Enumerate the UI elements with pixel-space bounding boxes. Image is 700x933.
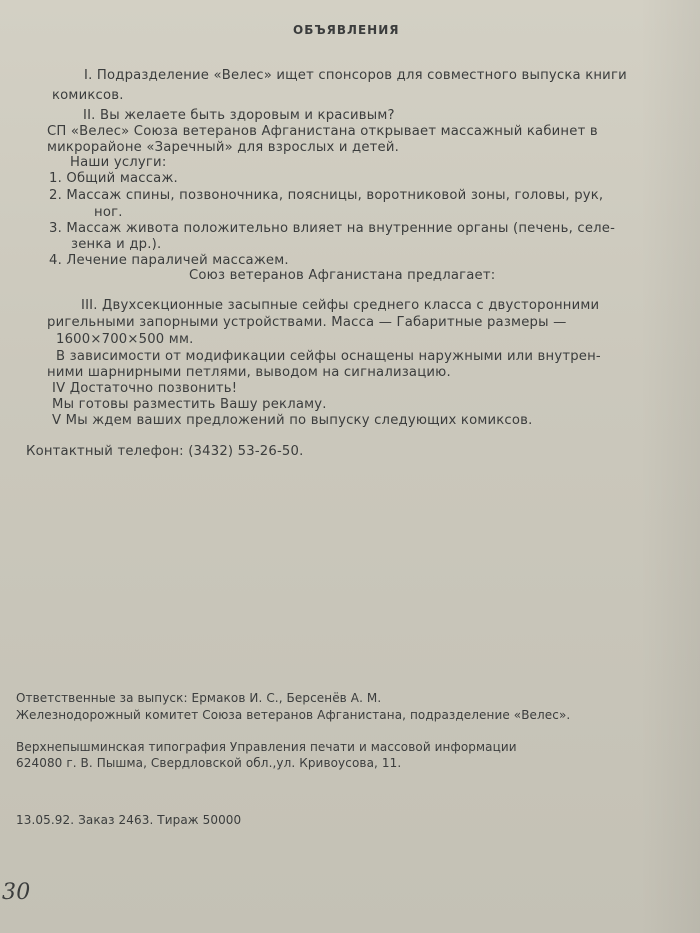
service-item-3-cont: зенка и др.). bbox=[71, 237, 162, 252]
paragraph-3-line-5: ними шарнирными петлями, выводом на сигнализацию. bbox=[47, 365, 451, 380]
page-shadow bbox=[640, 0, 700, 933]
paragraph-4-line-2: Мы готовы разместить Вашу рекламу. bbox=[52, 397, 327, 412]
service-item-4: 4. Лечение параличей массажем. bbox=[49, 253, 289, 268]
order-info: 13.05.92. Заказ 2463. Тираж 50000 bbox=[16, 813, 242, 827]
paragraph-2-line-1: II. Вы желаете быть здоровым и красивым? bbox=[83, 108, 395, 123]
service-item-1: 1. Общий массаж. bbox=[49, 171, 178, 186]
page-number: 30 bbox=[2, 880, 31, 905]
imprint-committee: Железнодорожный комитет Союза ветеранов Афганистана, подразделение «Велес». bbox=[16, 708, 571, 722]
imprint-responsible: Ответственные за выпуск: Ермаков И. С., Берсенёв А. М. bbox=[16, 691, 382, 705]
paragraph-5: V Мы ждем ваших предложений по выпуску следующих комиксов. bbox=[52, 413, 533, 428]
imprint-printing-house: Верхнепышминская типография Управления печати и массовой информации bbox=[16, 740, 517, 754]
offer-title: Союз ветеранов Афганистана предлагает: bbox=[189, 268, 496, 283]
services-title: Наши услуги: bbox=[70, 155, 167, 170]
paragraph-1-line-1: I. Подразделение «Велес» ищет спонсоров для совместного выпуска книги bbox=[84, 68, 627, 83]
paragraph-3-line-1: III. Двухсекционные засыпные сейфы среднего класса с двусторонними bbox=[81, 298, 600, 313]
paragraph-2-line-3: микрорайоне «Заречный» для взрослых и детей. bbox=[47, 140, 400, 155]
service-item-3: 3. Массаж живота положительно влияет на внутренние органы (печень, селе- bbox=[49, 221, 616, 236]
paragraph-2-line-2: СП «Велес» Союза ветеранов Афганистана открывает массажный кабинет в bbox=[47, 124, 598, 139]
paragraph-4-line-1: IV Достаточно позвонить! bbox=[52, 381, 238, 396]
page-title: ОБЪЯВЛЕНИЯ bbox=[293, 23, 400, 37]
paragraph-3-line-4: В зависимости от модификации сейфы оснащены наружными или внутрен- bbox=[56, 349, 601, 364]
paragraph-3-line-3: 1600×700×500 мм. bbox=[56, 332, 194, 347]
contact-phone: Контактный телефон: (3432) 53-26-50. bbox=[26, 444, 304, 459]
service-item-2: 2. Массаж спины, позвоночника, поясницы, воротниковой зоны, головы, рук, bbox=[49, 188, 604, 203]
imprint-address: 624080 г. В. Пышма, Свердловской обл.,ул. Кривоусова, 11. bbox=[16, 756, 402, 770]
service-item-2-cont: ног. bbox=[94, 205, 123, 220]
paragraph-3-line-2: ригельными запорными устройствами. Масса — Габаритные размеры — bbox=[47, 315, 567, 330]
paragraph-1-line-2: комиксов. bbox=[52, 88, 124, 103]
